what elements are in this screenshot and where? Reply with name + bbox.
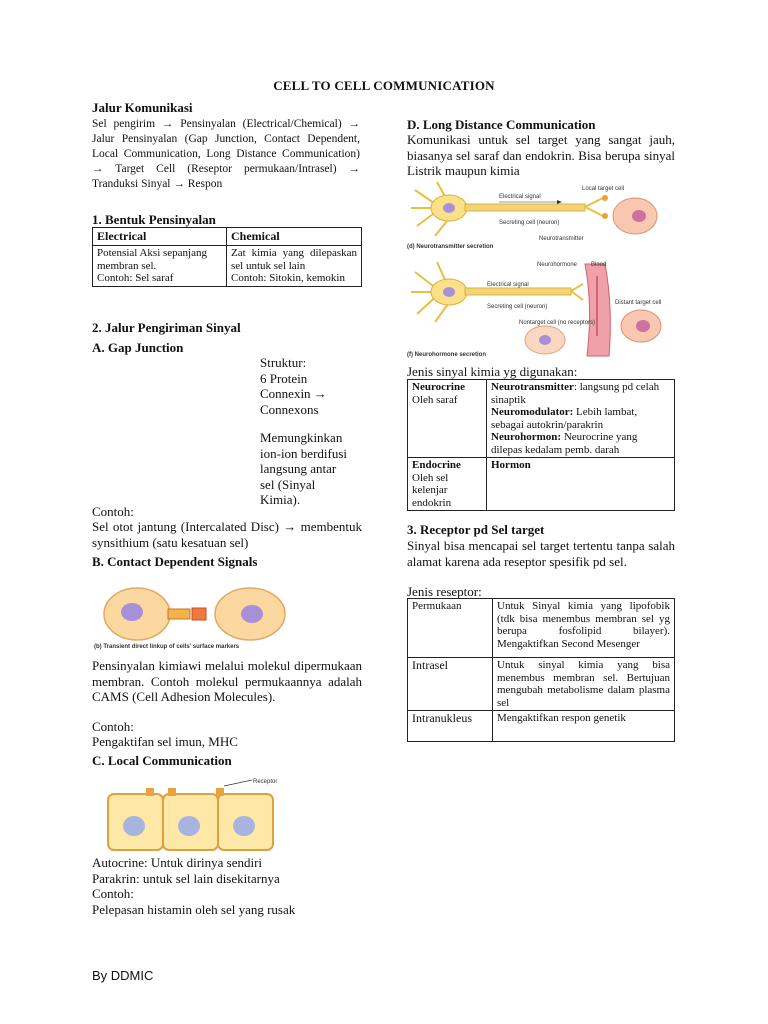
table-row xyxy=(408,658,675,711)
distant-target-label: Distant target cell xyxy=(615,300,662,306)
reseptor-desc: Untuk sinyal kimia yang bisa menembus membran sel. Bertujuan mengubah metabolisme dalam plasma sel xyxy=(493,658,675,711)
neurohormone-figure xyxy=(407,256,667,360)
local-nucleus-2 xyxy=(178,816,200,836)
gap-heading: A. Gap Junction xyxy=(92,340,184,355)
local-nucleus-1 xyxy=(123,816,145,836)
contact-contoh-text: Pengaktifan sel imun, MHC xyxy=(92,734,238,749)
electrical-cell xyxy=(93,246,227,287)
electrical-example: Contoh: Sel saraf xyxy=(97,272,174,284)
fig1-caption: (d) Neurotransmitter secretion xyxy=(407,244,494,250)
jenis-sinyal-table xyxy=(407,379,675,511)
contact-heading: B. Contact Dependent Signals xyxy=(92,554,258,569)
gap-contoh-label: Contoh: xyxy=(92,504,134,519)
contact-figure xyxy=(92,584,292,654)
memungkinkan-line: Memungkinkan xyxy=(260,430,343,445)
struktur-line: 6 Protein xyxy=(260,370,308,386)
neurocrine-cell xyxy=(408,380,487,458)
gap-struktur xyxy=(260,355,327,417)
fig2-caption: (f) Neurohormone secretion xyxy=(407,352,487,358)
jenis-reseptor-label: Jenis reseptor: xyxy=(407,584,482,599)
chemical-desc: Zat kimia yang dilepaskan sel untuk sel lain xyxy=(231,247,357,272)
contact-text: Pensinyalan kimiawi melalui molekul dipermukaan membran. Contoh molekul permukaannya adalah CAMS (Cell Adhesion Molecules). xyxy=(92,658,362,704)
blood-label: Blood xyxy=(591,262,607,268)
receptor-3 xyxy=(216,788,224,796)
gap-contoh-text: Sel otot jantung (Intercalated Disc) → membentuk synsithium (satu kesatuan sel) xyxy=(92,519,362,550)
receptor-heading: 3. Receptor pd Sel target xyxy=(407,522,545,537)
receptor-text: Sinyal bisa mencapai sel target tertentu tanpa salah alamat karena ada reseptor spesifik pd sel. xyxy=(407,538,675,569)
neurotransmitter-text: : langsung pd celah sinaptik xyxy=(491,381,660,406)
surface-marker-left xyxy=(168,609,190,619)
page-title: CELL TO CELL COMMUNICATION xyxy=(273,78,495,93)
pengiriman-heading: 2. Jalur Pengiriman Sinyal xyxy=(92,320,241,335)
struktur-line: Connexin → xyxy=(260,386,327,401)
neurohormone-label: Neurohormone xyxy=(537,262,578,268)
electrical-header: Electrical xyxy=(93,228,227,246)
memungkinkan-line: Kimia). xyxy=(260,492,301,507)
long-text: Komunikasi untuk sel target yang sangat jauh, biasanya sel saraf dan endokrin. Bisa berupa sinyal Listrik maupun kimia xyxy=(407,132,675,178)
secreting-cell-label: Secreting cell (neuron) xyxy=(499,220,560,226)
jenis-sinyal-label: Jenis sinyal kimia yg digunakan: xyxy=(407,364,578,379)
memungkinkan-line: langsung antar xyxy=(260,461,337,476)
neurotransmitter-label: Neurotransmitter xyxy=(539,236,584,242)
memungkinkan-line: ion-ion berdifusi xyxy=(260,445,348,461)
struktur-line: Struktur: xyxy=(260,355,307,370)
local-target-label: Local target cell xyxy=(582,186,625,192)
autocrine-line: Autocrine: Untuk dirinya sendiri xyxy=(92,855,263,870)
electrical-signal-label: Electrical signal xyxy=(499,194,541,200)
neurohormon-text: Neurocrine yang dilepas kedalam pemb. darah xyxy=(491,431,638,456)
footer-author: By DDMIC xyxy=(92,968,154,983)
chemical-example: Contoh: Sitokin, kemokin xyxy=(231,272,345,284)
axon-2 xyxy=(465,288,571,295)
reseptor-name: Intrasel xyxy=(408,658,493,711)
reseptor-name: Intranukleus xyxy=(408,711,493,742)
secreting-cell-label-2: Secreting cell (neuron) xyxy=(487,304,548,310)
bentuk-table xyxy=(92,227,362,287)
table-row xyxy=(408,711,675,742)
local-heading: C. Local Communication xyxy=(92,753,232,768)
struktur-line: Connexons xyxy=(260,401,319,417)
local-contoh-text: Pelepasan histamin oleh sel yang rusak xyxy=(92,901,296,917)
neurocrine-head: Neurocrine xyxy=(412,381,465,393)
local-contoh-label: Contoh: xyxy=(92,886,134,901)
hormon-cell: Hormon xyxy=(487,458,675,511)
electrical-desc: Potensial Aksi sepanjang membran sel. xyxy=(97,247,207,272)
neurotransmitter-figure xyxy=(407,180,667,252)
endocrine-sub: Oleh sel kelenjar endokrin xyxy=(412,471,452,509)
jalur-text: Sel pengirim → Pensinyalan (Electrical/Chemical) → Jalur Pensinyalan (Gap Junction, Contact Dependent, Local Communication, Long Distance Communication) → Target Cell (Reseptor permukaan/Intrasel) → Tranduksi Sinyal → Respon xyxy=(92,118,360,190)
electrical-signal-label-2: Electrical signal xyxy=(487,282,529,288)
endocrine-cell xyxy=(408,458,487,511)
neuron-nucleus-2 xyxy=(443,287,455,297)
neurocrine-sub: Oleh saraf xyxy=(412,393,458,406)
table-row xyxy=(408,599,675,658)
local-lines xyxy=(92,855,295,917)
reseptor-desc: Untuk Sinyal kimia yang lipofobik (tdk bisa menembus membran sel yg berupa fosfolipid bilayer). Mengaktifkan Second Mesenger xyxy=(493,599,675,658)
memungkinkan-line: sel (Sinyal xyxy=(260,476,316,492)
contact-contoh-label: Contoh: xyxy=(92,719,134,734)
receptor-2 xyxy=(168,788,176,796)
axon xyxy=(465,204,585,211)
reseptor-table xyxy=(407,598,675,742)
neuromodulator-bold: Neuromodulator: xyxy=(491,406,574,418)
local-figure xyxy=(102,776,292,854)
bentuk-heading: 1. Bentuk Pensinyalan xyxy=(92,212,216,227)
endocrine-head: Endocrine xyxy=(412,459,461,471)
chemical-cell xyxy=(227,246,362,287)
receptor-1 xyxy=(146,788,154,796)
receptor-pointer xyxy=(224,780,252,786)
neurotransmitter-bold: Neurotransmitter xyxy=(491,381,574,393)
chemical-header: Chemical xyxy=(227,228,362,246)
surface-marker-right xyxy=(192,608,206,620)
nontarget-label: Nontarget cell (no receptors) xyxy=(519,320,596,326)
nucleus-right xyxy=(241,605,263,623)
nucleus-left xyxy=(121,603,143,621)
target-nucleus xyxy=(632,210,646,222)
neurohormon-bold: Neurohormon: xyxy=(491,431,562,443)
receptor-label: Receptor xyxy=(253,779,278,785)
reseptor-desc: Mengaktifkan respon genetik xyxy=(493,711,675,742)
contact-caption: (b) Transient direct linkup of cells' surface markers xyxy=(94,644,240,650)
reseptor-name: Permukaan xyxy=(408,599,493,658)
neuron-nucleus xyxy=(443,203,455,213)
parakrin-line: Parakrin: untuk sel lain disekitarnya xyxy=(92,870,280,886)
gap-memungkinkan xyxy=(260,430,347,508)
jalur-heading: Jalur Komunikasi xyxy=(92,100,193,115)
neurocrine-desc xyxy=(487,380,675,458)
neuromodulator-text: Lebih lambat, sebagai autokrin/parakrin xyxy=(491,406,638,431)
long-heading: D. Long Distance Communication xyxy=(407,117,596,132)
local-nucleus-3 xyxy=(233,816,255,836)
